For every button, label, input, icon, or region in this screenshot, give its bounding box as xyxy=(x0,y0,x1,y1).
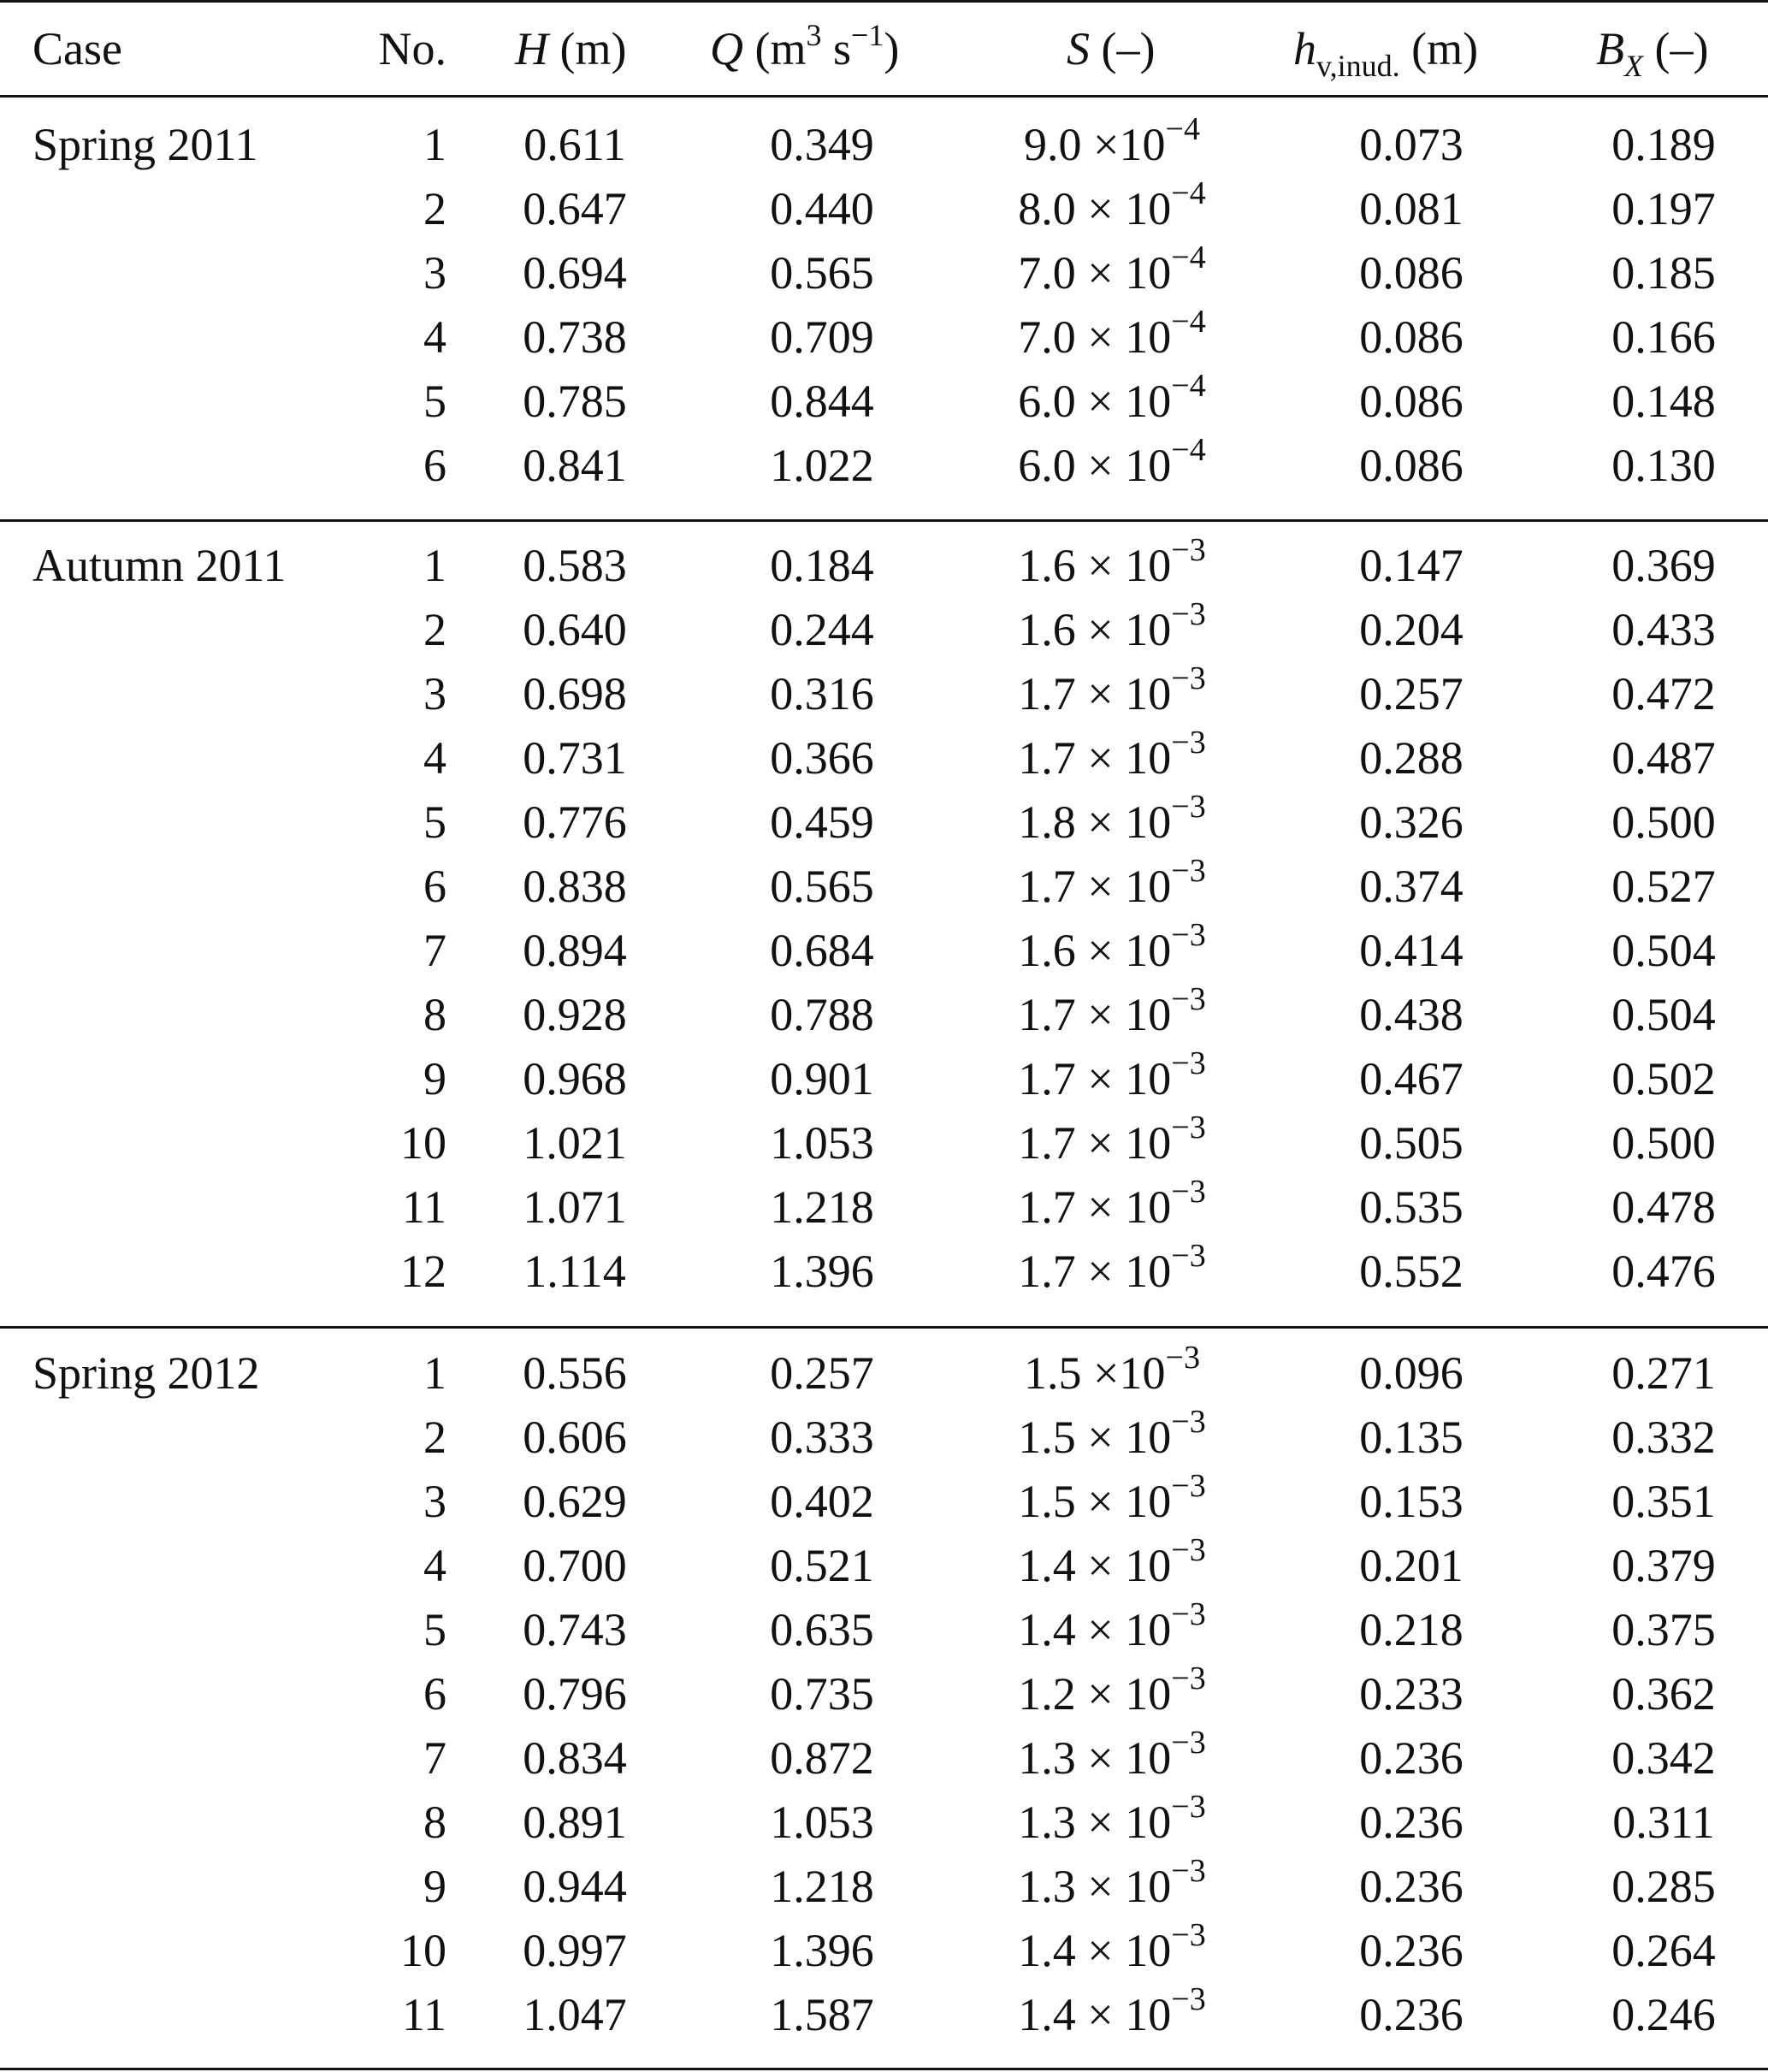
cell-H: 1.071 xyxy=(523,1181,627,1233)
cell-hv: 0.326 xyxy=(1359,796,1463,848)
cell-S xyxy=(984,983,1240,1052)
cell-hv: 0.086 xyxy=(1359,440,1463,491)
cell-B: 0.285 xyxy=(1611,1861,1716,1912)
cell-S xyxy=(984,1047,1240,1116)
cell-H: 0.694 xyxy=(523,247,627,299)
header-Q-unit-sup1: 3 xyxy=(806,18,822,52)
table-row xyxy=(0,241,1768,305)
table-row xyxy=(0,1341,1768,1406)
cell-hv: 0.086 xyxy=(1359,311,1463,363)
cell-S-mantissa: 6.0 × 10 xyxy=(1018,440,1172,491)
cell-no: 3 xyxy=(423,668,446,719)
cell-S-mantissa: 1.7 × 10 xyxy=(1018,732,1172,784)
cell-Q: 0.901 xyxy=(770,1053,874,1104)
header-hv xyxy=(1293,17,1478,86)
cell-S-exponent: −3 xyxy=(1171,660,1206,696)
cell-S xyxy=(984,855,1240,924)
cell-no: 1 xyxy=(423,540,446,591)
header-Q xyxy=(710,17,899,86)
cell-H: 0.700 xyxy=(523,1540,627,1591)
cell-B: 0.500 xyxy=(1611,1117,1716,1169)
cell-no: 9 xyxy=(423,1861,446,1912)
cell-no: 9 xyxy=(423,1053,446,1104)
table-row xyxy=(0,1598,1768,1662)
cell-B: 0.527 xyxy=(1611,861,1716,912)
cell-B: 0.375 xyxy=(1611,1604,1716,1655)
table-row xyxy=(0,662,1768,726)
cell-hv: 0.086 xyxy=(1359,376,1463,427)
header-Q-symbol: Q xyxy=(710,23,743,74)
cell-Q: 1.396 xyxy=(770,1246,874,1297)
cell-H: 0.606 xyxy=(523,1412,627,1463)
table-row xyxy=(0,919,1768,983)
cell-H: 0.731 xyxy=(523,732,627,784)
cell-B: 0.197 xyxy=(1611,183,1716,234)
table-row xyxy=(0,370,1768,434)
table-row xyxy=(0,790,1768,855)
cell-S-mantissa: 1.4 × 10 xyxy=(1018,1604,1172,1655)
cell-S-exponent: −3 xyxy=(1171,1981,1206,2017)
cell-S-mantissa: 1.6 × 10 xyxy=(1018,540,1172,591)
table-header-row xyxy=(0,17,1768,81)
cell-S-mantissa: 1.7 × 10 xyxy=(1018,1181,1172,1233)
cell-no: 2 xyxy=(423,604,446,655)
header-B-subscript: X xyxy=(1624,49,1643,83)
cell-hv: 0.236 xyxy=(1359,1925,1463,1976)
cell-hv: 0.236 xyxy=(1359,1732,1463,1784)
cell-no: 12 xyxy=(400,1246,446,1297)
cell-S-exponent: −3 xyxy=(1171,917,1206,953)
cell-B: 0.130 xyxy=(1611,440,1716,491)
table-row xyxy=(0,598,1768,662)
table-row xyxy=(0,177,1768,241)
cell-S-mantissa: 1.3 × 10 xyxy=(1018,1797,1172,1848)
cell-H: 0.834 xyxy=(523,1732,627,1784)
cell-S xyxy=(984,1240,1240,1309)
cell-no: 6 xyxy=(423,861,446,912)
cell-H: 0.743 xyxy=(523,1604,627,1655)
cell-B: 0.504 xyxy=(1611,925,1716,976)
cell-no: 2 xyxy=(423,183,446,234)
table-row xyxy=(0,1791,1768,1855)
cell-S xyxy=(984,1470,1240,1539)
table-row xyxy=(0,983,1768,1047)
cell-H: 0.796 xyxy=(523,1668,627,1720)
cell-hv: 0.096 xyxy=(1359,1347,1463,1399)
cell-hv: 0.414 xyxy=(1359,925,1463,976)
cell-hv: 0.257 xyxy=(1359,668,1463,719)
cell-hv: 0.073 xyxy=(1359,119,1463,170)
table-row xyxy=(0,534,1768,598)
cell-S-exponent: −3 xyxy=(1171,853,1206,889)
header-case: Case xyxy=(33,23,122,74)
cell-hv: 0.086 xyxy=(1359,247,1463,299)
cell-S-mantissa: 1.4 × 10 xyxy=(1018,1925,1172,1976)
table-group-spring-2011 xyxy=(0,113,1768,498)
case-label: Autumn 2011 xyxy=(33,540,287,591)
cell-no: 3 xyxy=(423,247,446,299)
cell-hv: 0.218 xyxy=(1359,1604,1463,1655)
cell-hv: 0.233 xyxy=(1359,1668,1463,1720)
cell-B: 0.166 xyxy=(1611,311,1716,363)
cell-S-mantissa: 1.7 × 10 xyxy=(1018,1117,1172,1169)
cell-Q: 0.844 xyxy=(770,376,874,427)
cell-H: 0.698 xyxy=(523,668,627,719)
cell-S-exponent: −3 xyxy=(1165,1340,1200,1376)
cell-B: 0.476 xyxy=(1611,1246,1716,1297)
cell-Q: 0.709 xyxy=(770,311,874,363)
cell-H: 0.944 xyxy=(523,1861,627,1912)
table-row xyxy=(0,1534,1768,1598)
cell-no: 6 xyxy=(423,1668,446,1720)
cell-B: 0.264 xyxy=(1611,1925,1716,1976)
cell-hv: 0.236 xyxy=(1359,1797,1463,1848)
table-row xyxy=(0,1111,1768,1175)
cell-S-exponent: −3 xyxy=(1171,596,1206,632)
table-row xyxy=(0,1175,1768,1240)
cell-H: 0.583 xyxy=(523,540,627,591)
cell-S xyxy=(984,1406,1240,1475)
table-row xyxy=(0,434,1768,498)
cell-S xyxy=(984,1791,1240,1860)
header-S-unit: (–) xyxy=(1101,23,1156,74)
cell-hv: 0.236 xyxy=(1359,1861,1463,1912)
cell-S xyxy=(984,919,1240,988)
case-label: Spring 2011 xyxy=(33,119,258,170)
cell-hv: 0.135 xyxy=(1359,1412,1463,1463)
cell-H: 0.997 xyxy=(523,1925,627,1976)
cell-B: 0.369 xyxy=(1611,540,1716,591)
table-row xyxy=(0,1470,1768,1534)
cell-Q: 0.635 xyxy=(770,1604,874,1655)
header-B xyxy=(1596,17,1708,86)
cell-S xyxy=(984,434,1240,503)
cell-Q: 0.257 xyxy=(770,1347,874,1399)
cell-hv: 0.505 xyxy=(1359,1117,1463,1169)
cell-no: 8 xyxy=(423,989,446,1040)
cell-S-exponent: −3 xyxy=(1171,1789,1206,1825)
cell-S-mantissa: 8.0 × 10 xyxy=(1018,183,1172,234)
cell-Q: 0.333 xyxy=(770,1412,874,1463)
cell-B: 0.472 xyxy=(1611,668,1716,719)
cell-B: 0.487 xyxy=(1611,732,1716,784)
cell-Q: 0.521 xyxy=(770,1540,874,1591)
cell-S xyxy=(984,1726,1240,1796)
cell-no: 7 xyxy=(423,1732,446,1784)
cell-Q: 0.565 xyxy=(770,861,874,912)
cell-S xyxy=(984,1111,1240,1181)
header-hv-symbol: h xyxy=(1293,23,1316,74)
cell-S xyxy=(984,113,1240,182)
cell-H: 0.785 xyxy=(523,376,627,427)
header-Q-unit-sup2: −1 xyxy=(851,18,884,52)
table-row xyxy=(0,1919,1768,1983)
cell-no: 4 xyxy=(423,311,446,363)
header-no: No. xyxy=(378,23,446,74)
cell-no: 2 xyxy=(423,1412,446,1463)
cell-B: 0.433 xyxy=(1611,604,1716,655)
cell-S-mantissa: 9.0 ×10 xyxy=(1024,119,1166,170)
cell-S-mantissa: 1.3 × 10 xyxy=(1018,1732,1172,1784)
cell-B: 0.379 xyxy=(1611,1540,1716,1591)
cell-H: 0.776 xyxy=(523,796,627,848)
cell-S-mantissa: 7.0 × 10 xyxy=(1018,311,1172,363)
cell-S-mantissa: 1.5 × 10 xyxy=(1018,1476,1172,1527)
cell-B: 0.362 xyxy=(1611,1668,1716,1720)
table-group-spring-2012 xyxy=(0,1341,1768,2047)
cell-hv: 0.153 xyxy=(1359,1476,1463,1527)
cell-no: 5 xyxy=(423,1604,446,1655)
cell-B: 0.148 xyxy=(1611,376,1716,427)
cell-H: 0.894 xyxy=(523,925,627,976)
header-Q-unit-pre: (m xyxy=(754,23,807,74)
cell-no: 8 xyxy=(423,1797,446,1848)
table-group-rule xyxy=(0,1326,1768,1329)
cell-Q: 0.366 xyxy=(770,732,874,784)
cell-hv: 0.467 xyxy=(1359,1053,1463,1104)
cell-S-mantissa: 1.7 × 10 xyxy=(1018,1246,1172,1297)
cell-Q: 0.735 xyxy=(770,1668,874,1720)
cell-S-exponent: −4 xyxy=(1171,368,1206,404)
cell-S xyxy=(984,1662,1240,1732)
table-row xyxy=(0,1047,1768,1111)
cell-B: 0.246 xyxy=(1611,1989,1716,2040)
cell-hv: 0.236 xyxy=(1359,1989,1463,2040)
cell-H: 0.841 xyxy=(523,440,627,491)
cell-Q: 1.053 xyxy=(770,1117,874,1169)
cell-Q: 1.396 xyxy=(770,1925,874,1976)
cell-B: 0.504 xyxy=(1611,989,1716,1040)
cell-B: 0.185 xyxy=(1611,247,1716,299)
cell-H: 0.928 xyxy=(523,989,627,1040)
table-row xyxy=(0,1662,1768,1726)
cell-S-mantissa: 1.7 × 10 xyxy=(1018,668,1172,719)
header-hv-subscript: v,inud. xyxy=(1316,49,1400,83)
cell-S xyxy=(984,177,1240,246)
cell-no: 11 xyxy=(402,1989,446,2040)
cell-Q: 1.022 xyxy=(770,440,874,491)
cell-S-mantissa: 1.7 × 10 xyxy=(1018,989,1172,1040)
cell-S-mantissa: 1.5 ×10 xyxy=(1024,1347,1166,1399)
cell-hv: 0.438 xyxy=(1359,989,1463,1040)
cell-B: 0.351 xyxy=(1611,1476,1716,1527)
table-group-autumn-2011 xyxy=(0,534,1768,1304)
cell-Q: 0.184 xyxy=(770,540,874,591)
cell-S-exponent: −3 xyxy=(1171,1596,1206,1632)
header-H-symbol: H xyxy=(515,23,548,74)
cell-S-exponent: −3 xyxy=(1171,1532,1206,1568)
cell-H: 1.114 xyxy=(523,1246,626,1297)
cell-B: 0.500 xyxy=(1611,796,1716,848)
cell-hv: 0.201 xyxy=(1359,1540,1463,1591)
cell-no: 11 xyxy=(402,1181,446,1233)
cell-S-mantissa: 7.0 × 10 xyxy=(1018,247,1172,299)
cell-Q: 0.440 xyxy=(770,183,874,234)
table-row xyxy=(0,726,1768,790)
cell-S-exponent: −4 xyxy=(1171,304,1206,340)
header-hv-unit: (m) xyxy=(1411,23,1479,74)
cell-hv: 0.147 xyxy=(1359,540,1463,591)
cell-S-exponent: −3 xyxy=(1171,1853,1206,1889)
cell-no: 6 xyxy=(423,440,446,491)
cell-Q: 1.218 xyxy=(770,1861,874,1912)
cell-S-mantissa: 1.8 × 10 xyxy=(1018,796,1172,848)
header-H-unit: (m) xyxy=(559,23,627,74)
cell-B: 0.311 xyxy=(1612,1797,1715,1848)
cell-S xyxy=(984,534,1240,603)
cell-S-mantissa: 1.5 × 10 xyxy=(1018,1412,1172,1463)
table-row xyxy=(0,1406,1768,1470)
table-header-rule xyxy=(0,95,1768,98)
cell-S-exponent: −3 xyxy=(1171,1238,1206,1274)
cell-hv: 0.288 xyxy=(1359,732,1463,784)
cell-S xyxy=(984,1598,1240,1667)
cell-S xyxy=(984,726,1240,796)
cell-S-exponent: −3 xyxy=(1171,1661,1206,1696)
header-B-unit: (–) xyxy=(1654,23,1709,74)
cell-S xyxy=(984,1341,1240,1411)
cell-S xyxy=(984,1534,1240,1603)
cell-S-exponent: −3 xyxy=(1171,1917,1206,1953)
cell-H: 0.556 xyxy=(523,1347,627,1399)
table-top-rule xyxy=(0,0,1768,3)
cell-H: 0.968 xyxy=(523,1053,627,1104)
cell-hv: 0.552 xyxy=(1359,1246,1463,1297)
cell-no: 5 xyxy=(423,796,446,848)
cell-S xyxy=(984,598,1240,667)
cell-H: 1.047 xyxy=(523,1989,627,2040)
cell-Q: 0.788 xyxy=(770,989,874,1040)
cell-Q: 0.349 xyxy=(770,119,874,170)
case-label: Spring 2012 xyxy=(33,1347,260,1399)
cell-S-exponent: −3 xyxy=(1171,1404,1206,1440)
cell-B: 0.478 xyxy=(1611,1181,1716,1233)
cell-no: 1 xyxy=(423,1347,446,1399)
cell-S-mantissa: 1.2 × 10 xyxy=(1018,1668,1172,1720)
cell-B: 0.502 xyxy=(1611,1053,1716,1104)
cell-S-exponent: −3 xyxy=(1171,1725,1206,1761)
cell-H: 0.738 xyxy=(523,311,627,363)
header-S-symbol: S xyxy=(1067,23,1090,74)
cell-S-mantissa: 1.3 × 10 xyxy=(1018,1861,1172,1912)
cell-S-exponent: −4 xyxy=(1171,240,1206,275)
cell-S xyxy=(984,790,1240,860)
cell-S-exponent: −3 xyxy=(1171,725,1206,761)
table-bottom-rule xyxy=(0,2068,1768,2070)
cell-B: 0.189 xyxy=(1611,119,1716,170)
cell-S-mantissa: 1.4 × 10 xyxy=(1018,1989,1172,2040)
cell-no: 10 xyxy=(400,1117,446,1169)
cell-S-mantissa: 1.6 × 10 xyxy=(1018,925,1172,976)
cell-S-exponent: −3 xyxy=(1171,1174,1206,1210)
cell-no: 4 xyxy=(423,732,446,784)
cell-S xyxy=(984,370,1240,439)
cell-Q: 0.565 xyxy=(770,247,874,299)
cell-Q: 1.053 xyxy=(770,1797,874,1848)
cell-Q: 0.316 xyxy=(770,668,874,719)
table-group-rule xyxy=(0,519,1768,522)
cell-H: 0.891 xyxy=(523,1797,627,1848)
cell-S-exponent: −3 xyxy=(1171,981,1206,1017)
cell-S-exponent: −3 xyxy=(1171,789,1206,825)
cell-S-mantissa: 1.7 × 10 xyxy=(1018,861,1172,912)
header-S xyxy=(1067,17,1155,81)
cell-S xyxy=(984,1175,1240,1245)
cell-H: 0.647 xyxy=(523,183,627,234)
header-Q-unit-mid: s xyxy=(821,23,852,74)
cell-Q: 0.459 xyxy=(770,796,874,848)
header-Q-unit-post: ) xyxy=(884,23,900,74)
cell-S xyxy=(984,1983,1240,2052)
header-B-symbol: B xyxy=(1596,23,1624,74)
table-row xyxy=(0,1855,1768,1919)
cell-S-exponent: −3 xyxy=(1171,532,1206,568)
cell-S-exponent: −3 xyxy=(1171,1110,1206,1146)
cell-S xyxy=(984,241,1240,311)
cell-B: 0.342 xyxy=(1611,1732,1716,1784)
cell-no: 7 xyxy=(423,925,446,976)
cell-H: 0.629 xyxy=(523,1476,627,1527)
cell-H: 0.838 xyxy=(523,861,627,912)
cell-S-mantissa: 1.7 × 10 xyxy=(1018,1053,1172,1104)
cell-Q: 1.218 xyxy=(770,1181,874,1233)
cell-hv: 0.374 xyxy=(1359,861,1463,912)
cell-no: 4 xyxy=(423,1540,446,1591)
cell-no: 10 xyxy=(400,1925,446,1976)
cell-S xyxy=(984,1919,1240,1988)
cell-S xyxy=(984,305,1240,375)
table-row xyxy=(0,305,1768,370)
table-row xyxy=(0,1240,1768,1304)
cell-Q: 0.872 xyxy=(770,1732,874,1784)
cell-no: 3 xyxy=(423,1476,446,1527)
cell-S-exponent: −3 xyxy=(1171,1045,1206,1081)
table-row xyxy=(0,113,1768,177)
cell-Q: 1.587 xyxy=(770,1989,874,2040)
cell-hv: 0.081 xyxy=(1359,183,1463,234)
cell-S-exponent: −4 xyxy=(1171,432,1206,468)
cell-S xyxy=(984,662,1240,731)
cell-H: 0.640 xyxy=(523,604,627,655)
cell-S xyxy=(984,1855,1240,1924)
cell-B: 0.271 xyxy=(1611,1347,1716,1399)
cell-H: 0.611 xyxy=(523,119,626,170)
cell-Q: 0.684 xyxy=(770,925,874,976)
cell-S-exponent: −4 xyxy=(1165,111,1200,147)
table-row xyxy=(0,1983,1768,2047)
cell-Q: 0.402 xyxy=(770,1476,874,1527)
table-row xyxy=(0,1726,1768,1791)
cell-no: 5 xyxy=(423,376,446,427)
cell-hv: 0.204 xyxy=(1359,604,1463,655)
cell-S-exponent: −4 xyxy=(1171,175,1206,211)
cell-S-mantissa: 1.6 × 10 xyxy=(1018,604,1172,655)
cell-S-mantissa: 6.0 × 10 xyxy=(1018,376,1172,427)
header-H xyxy=(515,17,626,81)
cell-Q: 0.244 xyxy=(770,604,874,655)
cell-hv: 0.535 xyxy=(1359,1181,1463,1233)
cell-no: 1 xyxy=(423,119,446,170)
cell-H: 1.021 xyxy=(523,1117,627,1169)
table-row xyxy=(0,855,1768,919)
cell-S-exponent: −3 xyxy=(1171,1468,1206,1504)
cell-S-mantissa: 1.4 × 10 xyxy=(1018,1540,1172,1591)
cell-B: 0.332 xyxy=(1611,1412,1716,1463)
